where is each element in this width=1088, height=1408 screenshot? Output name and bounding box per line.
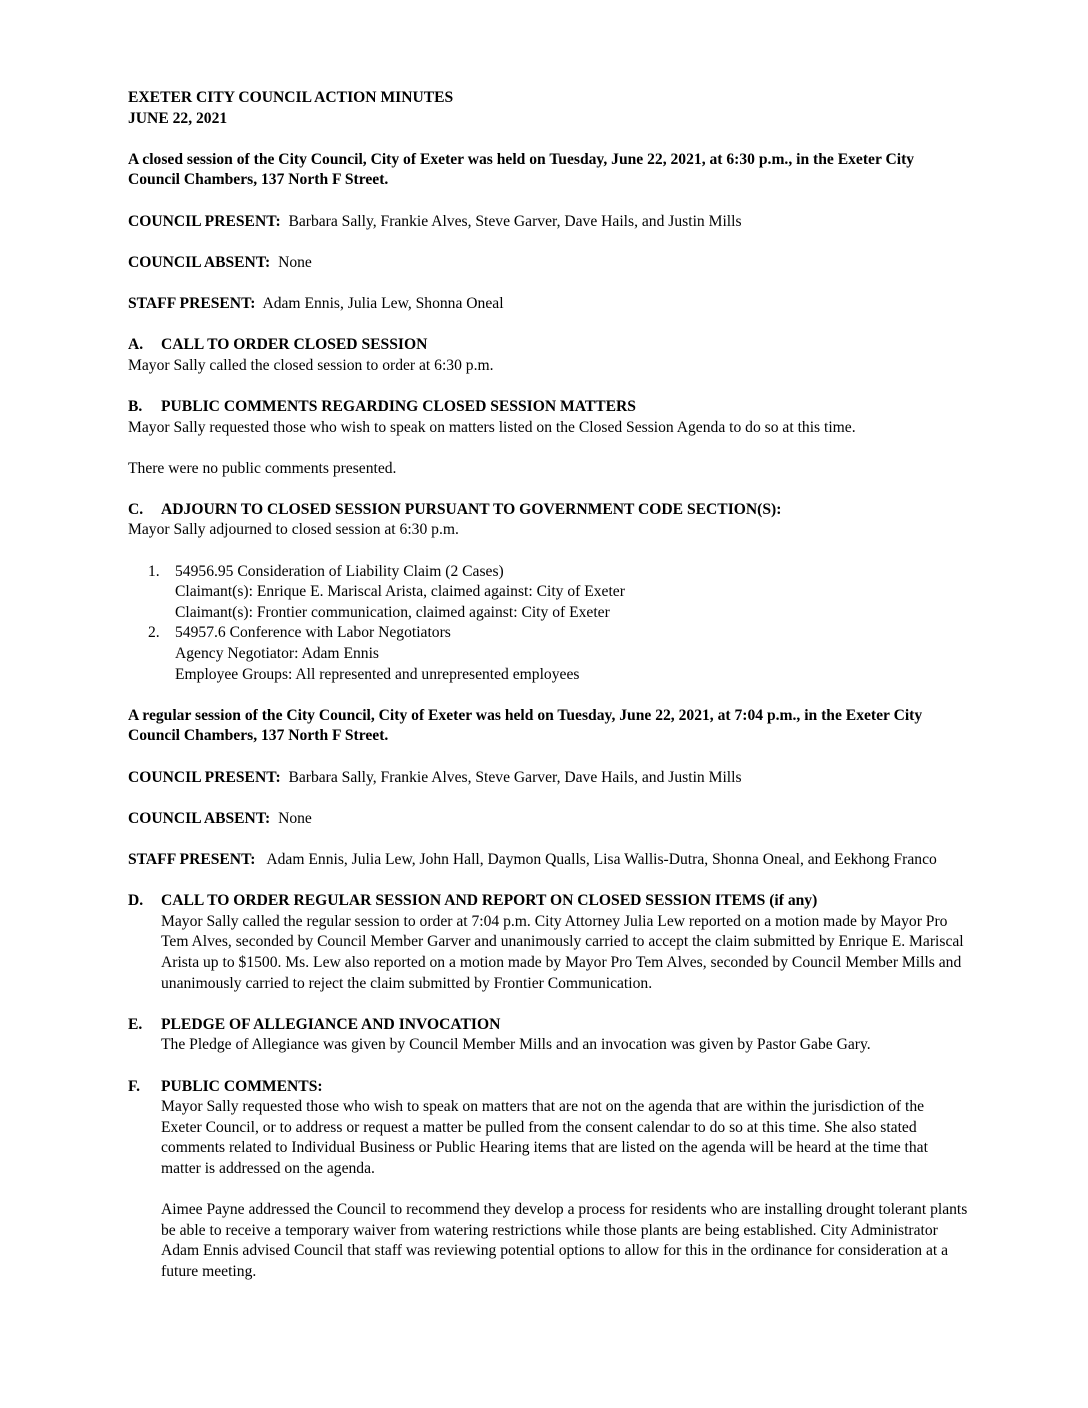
- item-line: Employee Groups: All represented and unrepresented employees: [175, 665, 580, 683]
- section-letter: E.: [128, 1015, 143, 1033]
- section-title: ADJOURN TO CLOSED SESSION PURSUANT TO GOVERNMENT CODE SECTION(S):: [161, 500, 782, 518]
- council-absent-label: COUNCIL ABSENT:: [128, 253, 271, 271]
- item-line: Claimant(s): Frontier communication, claimed against: City of Exeter: [175, 603, 610, 621]
- section-f-heading: [128, 1077, 968, 1098]
- regular-council-present: [128, 768, 968, 789]
- item-number: 2.: [148, 624, 160, 642]
- council-absent-names: None: [278, 253, 312, 271]
- closed-staff-present: [128, 294, 968, 315]
- staff-present-label: STAFF PRESENT:: [128, 850, 256, 868]
- council-present-names: Barbara Sally, Frankie Alves, Steve Garver, Dave Hails, and Justin Mills: [288, 212, 742, 230]
- section-letter: A.: [128, 336, 144, 354]
- closed-session-intro: A closed session of the City Council, City of Exeter was held on Tuesday, June 22, 2021, at 6:30 p.m., in the Exeter City Council Chambers, 137 North F Street.: [128, 150, 915, 189]
- section-b-note: There were no public comments presented.: [128, 459, 397, 477]
- closed-council-absent: [128, 253, 968, 274]
- section-d-body: Mayor Sally called the regular session to order at 7:04 p.m. City Attorney Julia Lew reported on a motion made by Mayor Pro Tem Alves, seconded by Council Member Garver and unanimously carried to accept the claim submitted by Enrique E. Mariscal Arista up to $1500. Ms. Lew also reported on a motion made by Mayor Pro Tem Alves, seconded by Council Member Mills and unanimously carried to reject the claim submitted by Frontier Communication.: [161, 912, 964, 992]
- council-present-label: COUNCIL PRESENT:: [128, 768, 281, 786]
- council-present-names: Barbara Sally, Frankie Alves, Steve Garver, Dave Hails, and Justin Mills: [288, 768, 742, 786]
- staff-present-names: Adam Ennis, Julia Lew, John Hall, Daymon Qualls, Lisa Wallis-Dutra, Shonna Oneal, and Eekhong Franco: [266, 850, 937, 868]
- section-f-comment: Aimee Payne addressed the Council to recommend they develop a process for residents who are installing drought tolerant plants be able to receive a temporary waiver from watering restrictions while those plants are being established. City Administrator Adam Ennis advised Council that staff was reviewing potential options to allow for this in the ordinance for consideration at a future meeting.: [161, 1201, 968, 1280]
- staff-present-label: STAFF PRESENT:: [128, 294, 256, 312]
- regular-council-absent: [128, 809, 968, 830]
- closed-session-items: [128, 562, 968, 686]
- section-title: CALL TO ORDER CLOSED SESSION: [161, 336, 428, 354]
- section-a-heading: [128, 335, 968, 356]
- item-number: 1.: [148, 562, 160, 580]
- section-letter: B.: [128, 397, 143, 415]
- staff-present-names: Adam Ennis, Julia Lew, Shonna Oneal: [262, 294, 504, 312]
- section-c-heading: [128, 500, 968, 521]
- section-letter: D.: [128, 892, 144, 910]
- item-line: Claimant(s): Enrique E. Mariscal Arista, claimed against: City of Exeter: [175, 583, 625, 601]
- item-line: Agency Negotiator: Adam Ennis: [175, 645, 379, 663]
- item-title: 54956.95 Consideration of Liability Claim (2 Cases): [175, 562, 504, 580]
- section-d-heading: [128, 891, 968, 912]
- section-title: PLEDGE OF ALLEGIANCE AND INVOCATION: [161, 1015, 501, 1033]
- council-present-label: COUNCIL PRESENT:: [128, 212, 281, 230]
- section-title: PUBLIC COMMENTS REGARDING CLOSED SESSION MATTERS: [161, 397, 636, 415]
- section-title: CALL TO ORDER REGULAR SESSION AND REPORT ON CLOSED SESSION ITEMS (if any): [161, 892, 818, 910]
- item-title: 54957.6 Conference with Labor Negotiators: [175, 624, 451, 642]
- section-f-body: Mayor Sally requested those who wish to speak on matters that are not on the agenda that are within the jurisdiction of the Exeter Council, or to address or request a matter be pulled from the consent calendar to do so at this time. She also stated comments related to Individual Business or Public Hearing items that are listed on the agenda will be heard at the time that matter is addressed on the agenda.: [161, 1098, 928, 1177]
- section-letter: C.: [128, 500, 144, 518]
- section-letter: F.: [128, 1077, 140, 1095]
- document-date: JUNE 22, 2021: [128, 109, 228, 127]
- section-c-body: Mayor Sally adjourned to closed session at 6:30 p.m.: [128, 521, 459, 539]
- list-item: [148, 623, 968, 685]
- regular-session-intro: A regular session of the City Council, City of Exeter was held on Tuesday, June 22, 2021, at 7:04 p.m., in the Exeter City Council Chambers, 137 North F Street.: [128, 706, 923, 745]
- council-absent-label: COUNCIL ABSENT:: [128, 809, 271, 827]
- section-e-heading: [128, 1015, 968, 1036]
- list-item: [148, 562, 968, 624]
- section-e-body: The Pledge of Allegiance was given by Council Member Mills and an invocation was given by Pastor Gabe Gary.: [161, 1036, 871, 1054]
- section-title: PUBLIC COMMENTS:: [161, 1077, 323, 1095]
- section-a-body: Mayor Sally called the closed session to order at 6:30 p.m.: [128, 356, 494, 374]
- regular-staff-present: [128, 850, 968, 871]
- council-absent-names: None: [278, 809, 312, 827]
- section-b-heading: [128, 397, 968, 418]
- closed-council-present: [128, 212, 968, 233]
- document-title: EXETER CITY COUNCIL ACTION MINUTES: [128, 89, 454, 106]
- section-b-body: Mayor Sally requested those who wish to speak on matters listed on the Closed Session Agenda to do so at this time.: [128, 418, 856, 436]
